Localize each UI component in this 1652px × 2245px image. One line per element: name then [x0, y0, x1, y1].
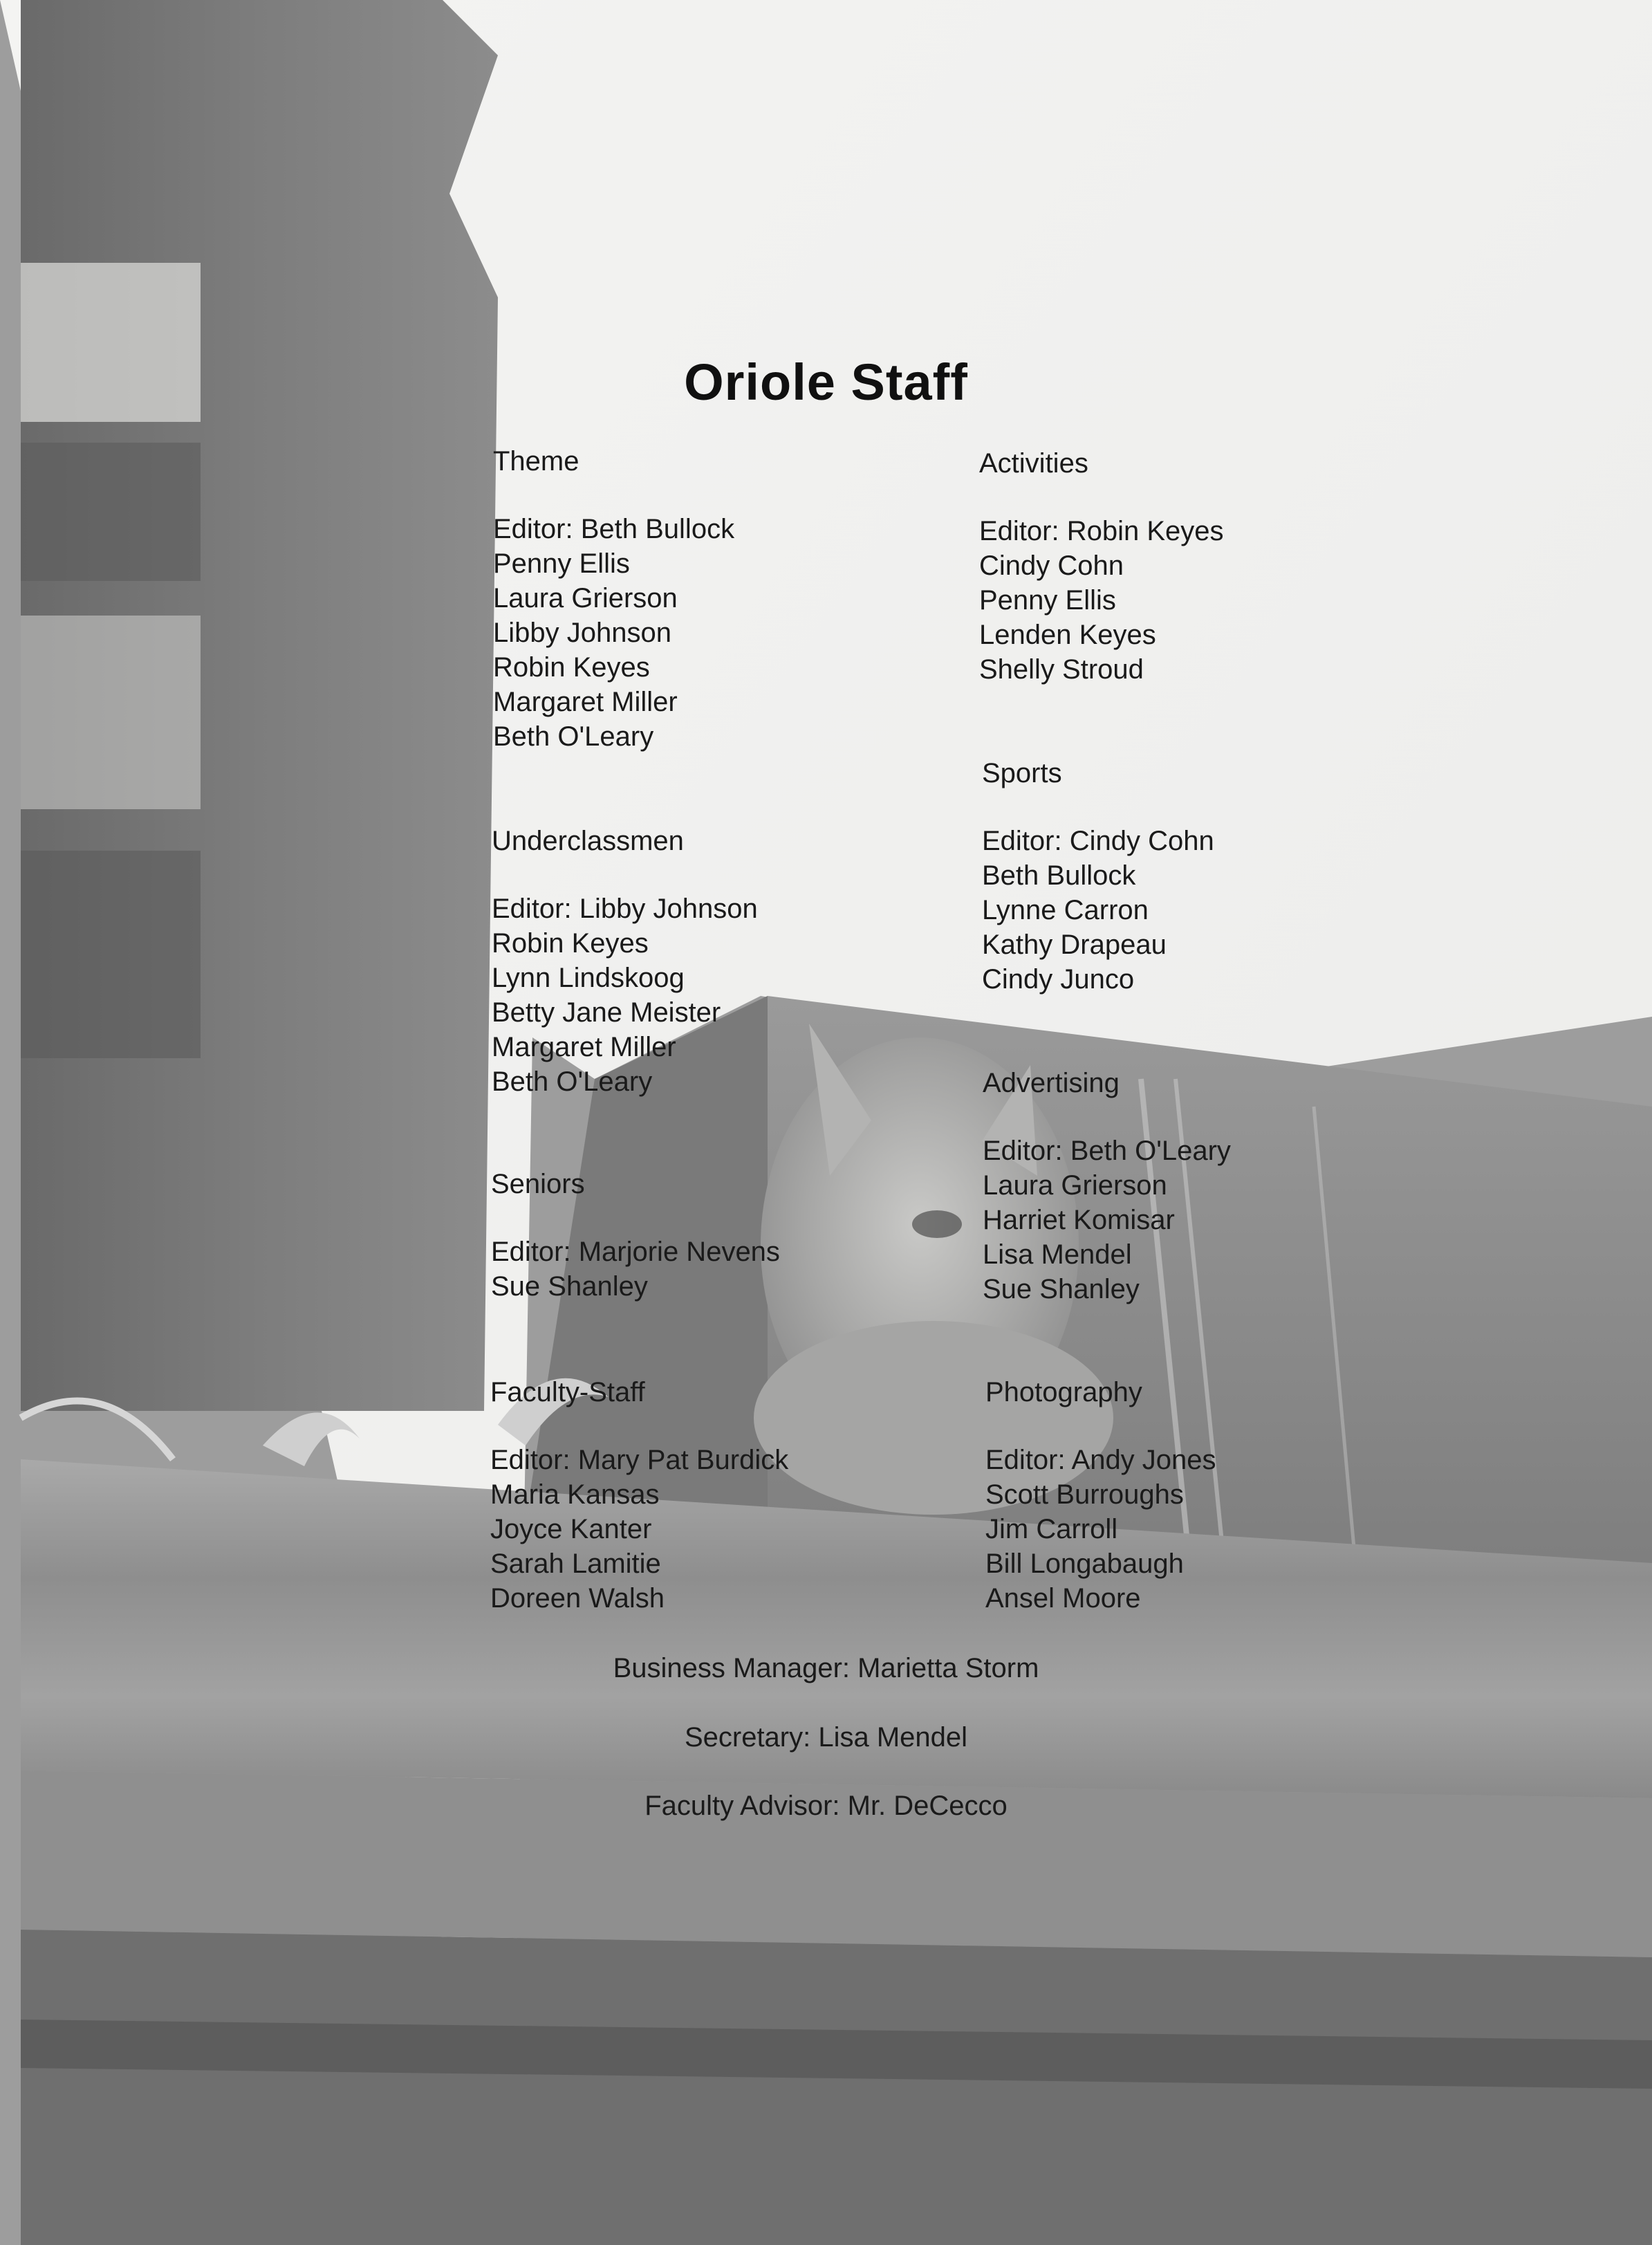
section-heading: Theme — [493, 446, 579, 477]
staff-member: Lynne Carron — [982, 895, 1149, 925]
staff-member: Margaret Miller — [493, 687, 678, 717]
page-title: Oriole Staff — [684, 353, 968, 411]
member-list — [491, 1235, 1017, 1304]
member-list — [490, 1443, 1016, 1616]
section-advertising — [983, 1066, 1508, 1306]
staff-member: Editor: Mary Pat Burdick — [490, 1445, 789, 1475]
staff-member: Jim Carroll — [985, 1514, 1118, 1544]
section-sports — [982, 756, 1507, 997]
staff-member: Doreen Walsh — [490, 1583, 665, 1614]
staff-member: Beth O'Leary — [493, 721, 654, 752]
member-list — [493, 512, 1019, 754]
staff-member: Editor: Robin Keyes — [979, 516, 1224, 546]
section-heading: Sports — [982, 758, 1062, 788]
staff-member: Lisa Mendel — [983, 1239, 1132, 1270]
staff-member: Beth O'Leary — [492, 1066, 653, 1097]
section-faculty-staff — [490, 1375, 1016, 1616]
section-heading: Photography — [985, 1377, 1142, 1407]
building-window-middle — [21, 443, 201, 581]
section-heading: Activities — [979, 448, 1088, 479]
staff-member: Kathy Drapeau — [982, 930, 1167, 960]
staff-member: Lynn Lindskoog — [492, 963, 685, 993]
staff-member: Sue Shanley — [983, 1274, 1140, 1304]
staff-member: Bill Longabaugh — [985, 1549, 1184, 1579]
section-seniors — [491, 1167, 1017, 1304]
staff-member: Editor: Marjorie Nevens — [491, 1237, 780, 1267]
section-theme — [493, 444, 1019, 754]
staff-member: Margaret Miller — [492, 1032, 676, 1062]
staff-member: Sue Shanley — [491, 1271, 648, 1302]
staff-member: Cindy Junco — [982, 964, 1135, 995]
staff-member: Joyce Kanter — [490, 1514, 652, 1544]
staff-member: Beth Bullock — [982, 860, 1136, 891]
staff-member: Maria Kansas — [490, 1479, 660, 1510]
member-list — [979, 514, 1505, 687]
staff-member: Laura Grierson — [493, 583, 678, 613]
secretary-credit: Secretary: Lisa Mendel — [684, 1722, 968, 1753]
staff-member: Laura Grierson — [983, 1170, 1167, 1201]
ledge-base — [21, 1930, 1652, 2245]
staff-member: Penny Ellis — [493, 548, 630, 579]
section-heading: Faculty-Staff — [490, 1377, 645, 1407]
section-heading: Advertising — [983, 1068, 1120, 1098]
section-activities — [979, 446, 1505, 687]
staff-member: Editor: Beth Bullock — [493, 514, 735, 544]
staff-member: Editor: Beth O'Leary — [983, 1136, 1231, 1166]
member-list — [492, 891, 1017, 1099]
building-window-shadow — [21, 851, 201, 1058]
business-manager-credit: Business Manager: Marietta Storm — [613, 1653, 1039, 1683]
building-window-lower — [21, 616, 201, 809]
staff-member: Editor: Andy Jones — [985, 1445, 1216, 1475]
section-heading: Seniors — [491, 1169, 585, 1199]
staff-member: Cindy Cohn — [979, 551, 1124, 581]
faculty-advisor-credit: Faculty Advisor: Mr. DeCecco — [644, 1791, 1008, 1821]
staff-member: Lenden Keyes — [979, 620, 1156, 650]
section-underclassmen — [492, 824, 1017, 1099]
staff-member: Robin Keyes — [493, 652, 650, 683]
member-list — [982, 824, 1507, 997]
staff-member: Harriet Komisar — [983, 1205, 1175, 1235]
staff-member: Robin Keyes — [492, 928, 649, 959]
staff-member: Editor: Cindy Cohn — [982, 826, 1214, 856]
member-list — [985, 1443, 1511, 1616]
member-list — [983, 1134, 1508, 1306]
staff-member: Sarah Lamitie — [490, 1549, 661, 1579]
staff-member: Libby Johnson — [493, 618, 671, 648]
section-heading: Underclassmen — [492, 826, 684, 856]
staff-member: Scott Burroughs — [985, 1479, 1184, 1510]
staff-member: Shelly Stroud — [979, 654, 1144, 685]
staff-member: Editor: Libby Johnson — [492, 894, 758, 924]
staff-member: Betty Jane Meister — [492, 997, 721, 1028]
staff-member: Ansel Moore — [985, 1583, 1141, 1614]
section-photography — [985, 1375, 1511, 1616]
staff-member: Penny Ellis — [979, 585, 1116, 616]
